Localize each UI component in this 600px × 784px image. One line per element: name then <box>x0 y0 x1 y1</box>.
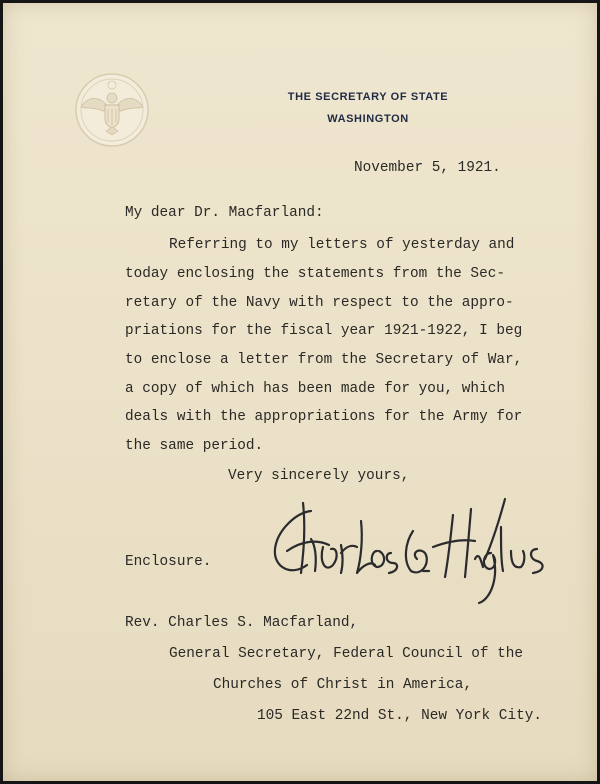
addressee-name: Rev. Charles S. Macfarland, <box>125 615 359 631</box>
body-line: a copy of which has been made for you, which <box>125 381 505 397</box>
letter-sheet <box>3 3 597 781</box>
body-line: deals with the appropriations for the Army for <box>125 409 523 425</box>
enclosure-note: Enclosure. <box>125 554 212 570</box>
body-line: the same period. <box>125 438 264 454</box>
letterhead-title: THE SECRETARY OF STATE <box>287 91 449 103</box>
addressee-title: General Secretary, Federal Council of the <box>169 646 524 662</box>
addressee-street-address: 105 East 22nd St., New York City. <box>257 708 542 724</box>
salutation: My dear Dr. Macfarland: <box>125 205 324 221</box>
body-line: retary of the Navy with respect to the appro- <box>125 295 514 311</box>
embossed-eagle-seal-icon <box>73 71 151 149</box>
handwritten-signature <box>265 481 565 611</box>
body-line: Referring to my letters of yesterday and <box>169 237 515 253</box>
letter-date: November 5, 1921. <box>354 160 501 176</box>
addressee-organization: Churches of Christ in America, <box>213 677 473 693</box>
complimentary-closing: Very sincerely yours, <box>228 468 410 484</box>
body-line: priations for the fiscal year 1921-1922, I beg <box>125 323 523 339</box>
letterhead-city: WASHINGTON <box>327 113 409 125</box>
body-line: to enclose a letter from the Secretary of War, <box>125 352 523 368</box>
body-line: today enclosing the statements from the Sec- <box>125 266 505 282</box>
